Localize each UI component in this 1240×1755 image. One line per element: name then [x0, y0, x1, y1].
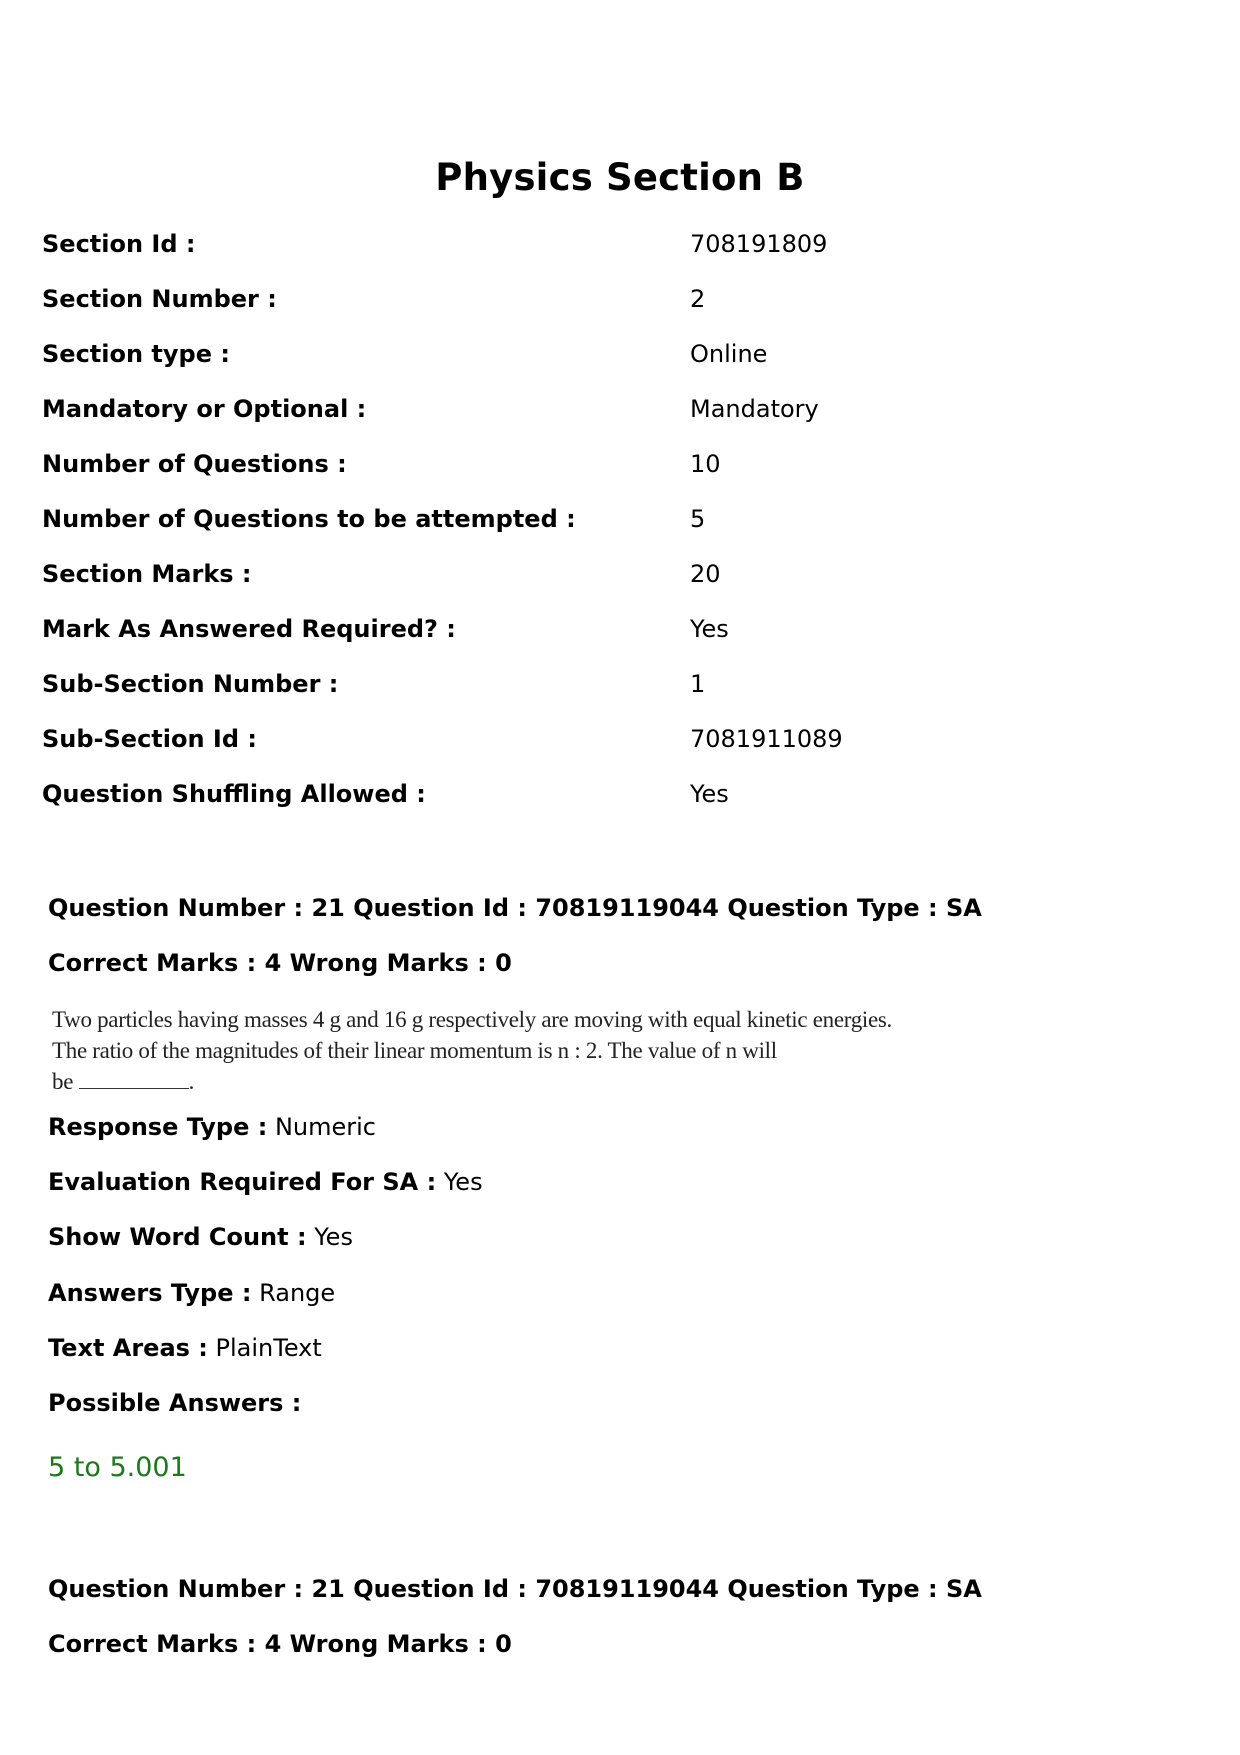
section-marks-row	[42, 560, 1192, 596]
mark-answered-value: Yes	[690, 615, 729, 643]
answer-blank	[79, 1070, 189, 1089]
show-word-count-value: Yes	[314, 1223, 353, 1251]
response-type	[48, 1113, 376, 1141]
subsection-id-value: 7081911089	[690, 725, 843, 753]
question-header-2: Question Number : 21 Question Id : 70819119044 Question Type : SA	[48, 1575, 982, 1603]
num-questions-row	[42, 450, 1192, 486]
section-marks-label: Section Marks :	[42, 560, 252, 588]
page-title: Physics Section B	[435, 156, 805, 199]
num-attempt-value: 5	[690, 505, 706, 533]
section-marks-value: 20	[690, 560, 721, 588]
num-attempt-row	[42, 505, 1192, 541]
section-number-row	[42, 285, 1192, 321]
evaluation-required-value: Yes	[443, 1168, 483, 1196]
num-questions-value: 10	[690, 450, 721, 478]
possible-answer-value: 5 to 5.001	[48, 1452, 187, 1483]
mark-answered-row	[42, 615, 1192, 651]
text-areas-key: Text Areas :	[48, 1334, 208, 1362]
evaluation-required-key: Evaluation Required For SA :	[48, 1168, 437, 1196]
shuffling-value: Yes	[690, 780, 729, 808]
mandatory-label: Mandatory or Optional :	[42, 395, 367, 423]
response-type-key: Response Type :	[48, 1113, 268, 1141]
question-marks-2: Correct Marks : 4 Wrong Marks : 0	[48, 1630, 512, 1658]
mandatory-value: Mandatory	[690, 395, 819, 423]
show-word-count	[48, 1223, 353, 1251]
show-word-count-key: Show Word Count :	[48, 1223, 307, 1251]
question-text-image	[52, 1004, 942, 1097]
possible-answers-key: Possible Answers :	[48, 1389, 302, 1417]
mandatory-row	[42, 395, 1192, 431]
answers-type-key: Answers Type :	[48, 1279, 252, 1307]
subsection-number-label: Sub-Section Number :	[42, 670, 339, 698]
section-type-row	[42, 340, 1192, 376]
section-number-value: 2	[690, 285, 706, 313]
question-text-suffix: .	[188, 1069, 195, 1094]
mark-answered-label: Mark As Answered Required? :	[42, 615, 456, 643]
section-type-value: Online	[690, 340, 768, 368]
evaluation-required	[48, 1168, 483, 1196]
text-areas	[48, 1334, 322, 1362]
section-type-label: Section type :	[42, 340, 230, 368]
num-attempt-label: Number of Questions to be attempted :	[42, 505, 576, 533]
subsection-number-value: 1	[690, 670, 706, 698]
question-text-line	[52, 1066, 942, 1097]
shuffling-row	[42, 780, 1192, 816]
response-type-value: Numeric	[274, 1113, 376, 1141]
section-id-value: 708191809	[690, 230, 828, 258]
section-id-row	[42, 230, 1192, 266]
subsection-id-label: Sub-Section Id :	[42, 725, 257, 753]
question-text-line: The ratio of the magnitudes of their linear momentum is n : 2. The value of n will	[52, 1038, 777, 1063]
answers-type-value: Range	[259, 1279, 336, 1307]
question-header: Question Number : 21 Question Id : 70819119044 Question Type : SA	[48, 894, 982, 922]
shuffling-label: Question Shuffling Allowed :	[42, 780, 426, 808]
answers-type	[48, 1279, 335, 1307]
possible-answers	[48, 1389, 301, 1417]
text-areas-value: PlainText	[215, 1334, 322, 1362]
section-id-label: Section Id :	[42, 230, 196, 258]
section-number-label: Section Number :	[42, 285, 277, 313]
question-text-prefix: be	[52, 1069, 74, 1094]
subsection-id-row	[42, 725, 1192, 761]
question-marks: Correct Marks : 4 Wrong Marks : 0	[48, 949, 512, 977]
question-text-line: Two particles having masses 4 g and 16 g respectively are moving with equal kinetic energies.	[52, 1007, 892, 1032]
subsection-number-row	[42, 670, 1192, 706]
num-questions-label: Number of Questions :	[42, 450, 347, 478]
